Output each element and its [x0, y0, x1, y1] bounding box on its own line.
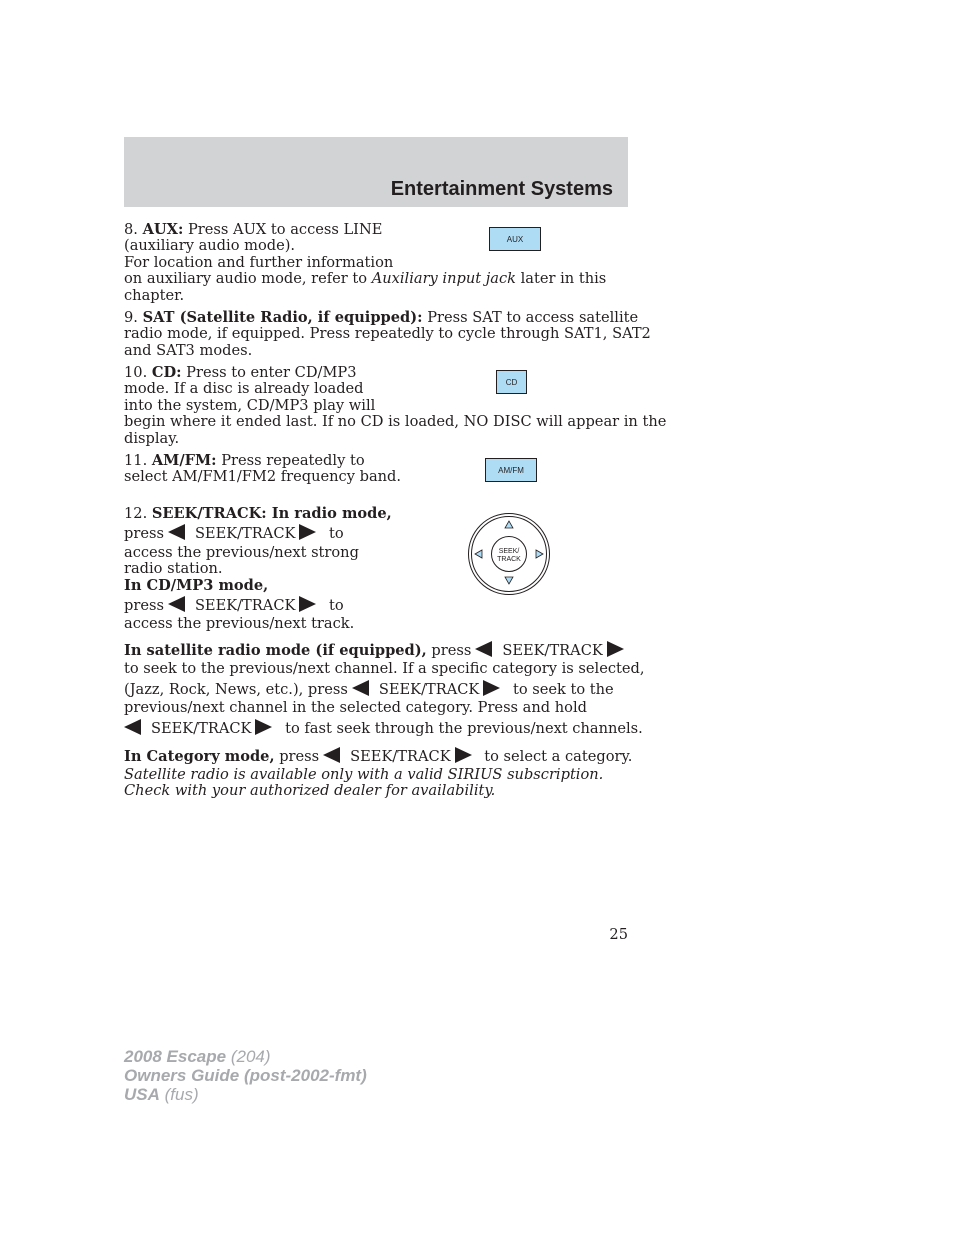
- seek-cd-text: access the previous/next track.: [124, 615, 355, 632]
- seek-left-arrow-icon: [475, 641, 492, 657]
- seek-left-arrow-icon: [352, 680, 369, 696]
- seek-right-arrow-icon: [607, 641, 624, 657]
- amfm-description: 11. AM/FM: Press repeatedly to select AM/FM1/FM2 frequency band.: [124, 452, 402, 486]
- seek-right-arrow-icon: [455, 747, 472, 763]
- document-footer: 2008 Escape (204) Owners Guide (post-2002-fmt) USA (fus): [124, 1047, 367, 1104]
- page-number: 25: [609, 926, 628, 943]
- seek-cd-line: press SEEK/TRACK to: [124, 597, 344, 614]
- cd-button-illustration: CD: [496, 370, 527, 394]
- seek-radio-line: press SEEK/TRACK to: [124, 525, 344, 542]
- aux-button-illustration: AUX: [489, 227, 541, 251]
- dial-label-line2: TRACK: [497, 556, 521, 563]
- seek-right-arrow-icon: [299, 524, 316, 540]
- seek-left-arrow-icon: [323, 747, 340, 763]
- section-title: Entertainment Systems: [390, 178, 613, 200]
- dial-label-line1: SEEK/: [498, 548, 520, 555]
- seek-radio-text: access the previous/next strong radio station. In CD/MP3 mode,: [124, 544, 359, 594]
- seek-sat-line1: In satellite radio mode (if equipped), press SEEK/TRACK: [124, 641, 632, 659]
- seek-right-arrow-icon: [299, 596, 316, 612]
- seek-left-arrow-icon: [168, 596, 185, 612]
- sat-description: 9. SAT (Satellite Radio, if equipped): Press SAT to access satellite radio mode, if equipped. Press repeatedly to cycle through SAT1, SAT2 and SAT3 modes.: [124, 309, 651, 359]
- seek-right-arrow-icon: [483, 680, 500, 696]
- seek-radio-heading: 12. SEEK/TRACK: In radio mode,: [124, 505, 392, 522]
- section-header-band: [124, 137, 628, 207]
- seek-right-arrow-icon: [255, 719, 272, 735]
- seek-category-line: In Category mode, press SEEK/TRACK to select a category.: [124, 748, 633, 765]
- seek-sat-line5: SEEK/TRACK to fast seek through the previous/next channels.: [124, 719, 643, 737]
- seek-sat-line2: to seek to the previous/next channel. If a specific category is selected,: [124, 660, 645, 677]
- seek-track-dial-illustration: [466, 512, 552, 596]
- amfm-button-illustration: AM/FM: [485, 458, 537, 482]
- seek-sat-line3: (Jazz, Rock, News, etc.), press SEEK/TRACK to seek to the: [124, 681, 614, 698]
- seek-left-arrow-icon: [124, 719, 141, 735]
- auxiliary-input-jack-reference: Auxiliary input jack: [371, 270, 516, 288]
- seek-sat-line4: previous/next channel in the selected category. Press and hold: [124, 699, 587, 716]
- seek-left-arrow-icon: [168, 524, 185, 540]
- sirius-subscription-note: Satellite radio is available only with a valid SIRIUS subscription. Check with your authorized dealer for availability.: [124, 766, 604, 800]
- aux-description: 8. AUX: Press AUX to access LINE (auxiliary audio mode). For location and further information on auxiliary audio mode, refer to Auxiliary input jack later in this chapter.: [124, 221, 607, 304]
- cd-description: 10. CD: Press to enter CD/MP3 mode. If a disc is already loaded into the system, CD/MP3 play will begin where it ended last. If no CD is loaded, NO DISC will appear in the display.: [124, 364, 667, 447]
